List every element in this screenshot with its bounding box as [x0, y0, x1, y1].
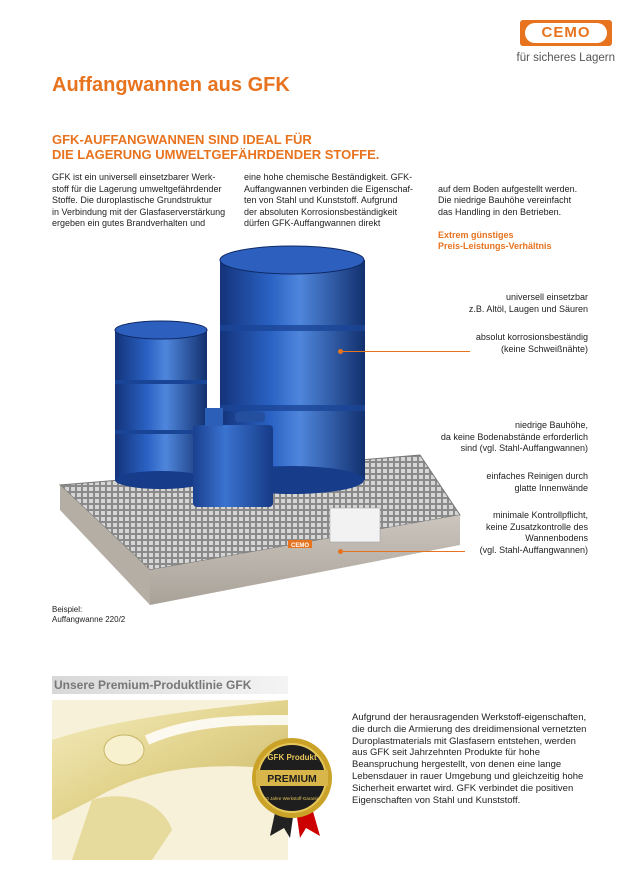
body-column-1: GFK ist ein universell einsetzbarer Werk- stoff für die Lagerung umweltgefährdender Stoffe. Die duroplastische Grundstruktur in Verbindung mit der Glasfaserverstärkung ergeben ein gutes Brandverhalten und [52, 172, 226, 228]
callout-line-2 [340, 551, 465, 552]
feature-corrosion-resistant: absolut korrosionsbeständig (keine Schweißnähte) [475, 332, 588, 354]
callout-line-1 [340, 351, 470, 352]
body-column-2: eine hohe chemische Beständigkeit. GFK- Auffangwannen verbinden die Eigenschaf- ten von Stahl und Kunststoff. Aufgrund der absoluten Korrosionsbeständigkeit dürfen GFK-Auffangwannen direkt [244, 172, 413, 228]
feature-minimal-inspection: minimale Kontrollpflicht, keine Zusatzkontrolle des Wannenbodens (vgl. Stahl-Auffangwannen) [479, 510, 588, 555]
tray-badge-text: CEMO [291, 543, 309, 549]
page-title: Auffangwannen aus GFK [52, 74, 290, 96]
premium-seal-badge [250, 738, 334, 838]
feature-low-height: niedrige Bauhöhe, da keine Bodenabstände erforderlich sind (vgl. Stahl-Auffangwannen) [440, 420, 588, 453]
body-column-3-text: auf dem Boden aufgestellt werden. Die niedrige Bauhöhe vereinfacht das Handling in den Betrieben. [438, 183, 578, 217]
seal-bottom-text: 10 Jahre Werkstoff-Garantie [263, 796, 321, 801]
slogan: für sicheres Lagern [516, 52, 615, 64]
logo-text: CEMO [541, 24, 591, 41]
seal-top-text: GFK Produkt [267, 753, 317, 762]
premium-description: Aufgrund der herausragenden Werkstoff-eigenschaften, die durch die Armierung des dreidimensional vernetzten Duroplastmaterials mit Glasfasern entstehen, werden aus GFK seit Jahrzehnten Produkte für hohe Beanspruchung hergestellt, von denen eine lange Lebensdauer in rauer Umgebung und gleichzeitig hohe Sicherheit erwartet wird. GFK verbindet die positiven Eigenschaften von Stahl und Kunststoff. [352, 712, 587, 806]
image-caption: Beispiel: Auffangwanne 220/2 [52, 605, 126, 624]
seal-main-text: PREMIUM [267, 773, 317, 785]
tray-label-sticker [330, 508, 380, 542]
feature-easy-cleaning: einfaches Reinigen durch glatte Innenwände [486, 471, 588, 493]
feature-universal: universell einsetzbar z.B. Altöl, Laugen und Säuren [468, 292, 588, 314]
headline-line-2: DIE LAGERUNG UMWELTGEFÄHRDENDER STOFFE. [52, 147, 380, 162]
premium-heading: Unsere Premium-Produktlinie GFK [54, 678, 252, 692]
cemo-logo [520, 20, 612, 46]
callout-dot-2 [338, 549, 343, 554]
headline-line-1: GFK-AUFFANGWANNEN SIND IDEAL FÜR [52, 132, 312, 147]
premium-heading-band [52, 676, 288, 694]
headline [52, 132, 472, 162]
price-highlight: Extrem günstiges Preis-Leistungs-Verhältnis [438, 229, 552, 251]
callout-dot-1 [338, 349, 343, 354]
